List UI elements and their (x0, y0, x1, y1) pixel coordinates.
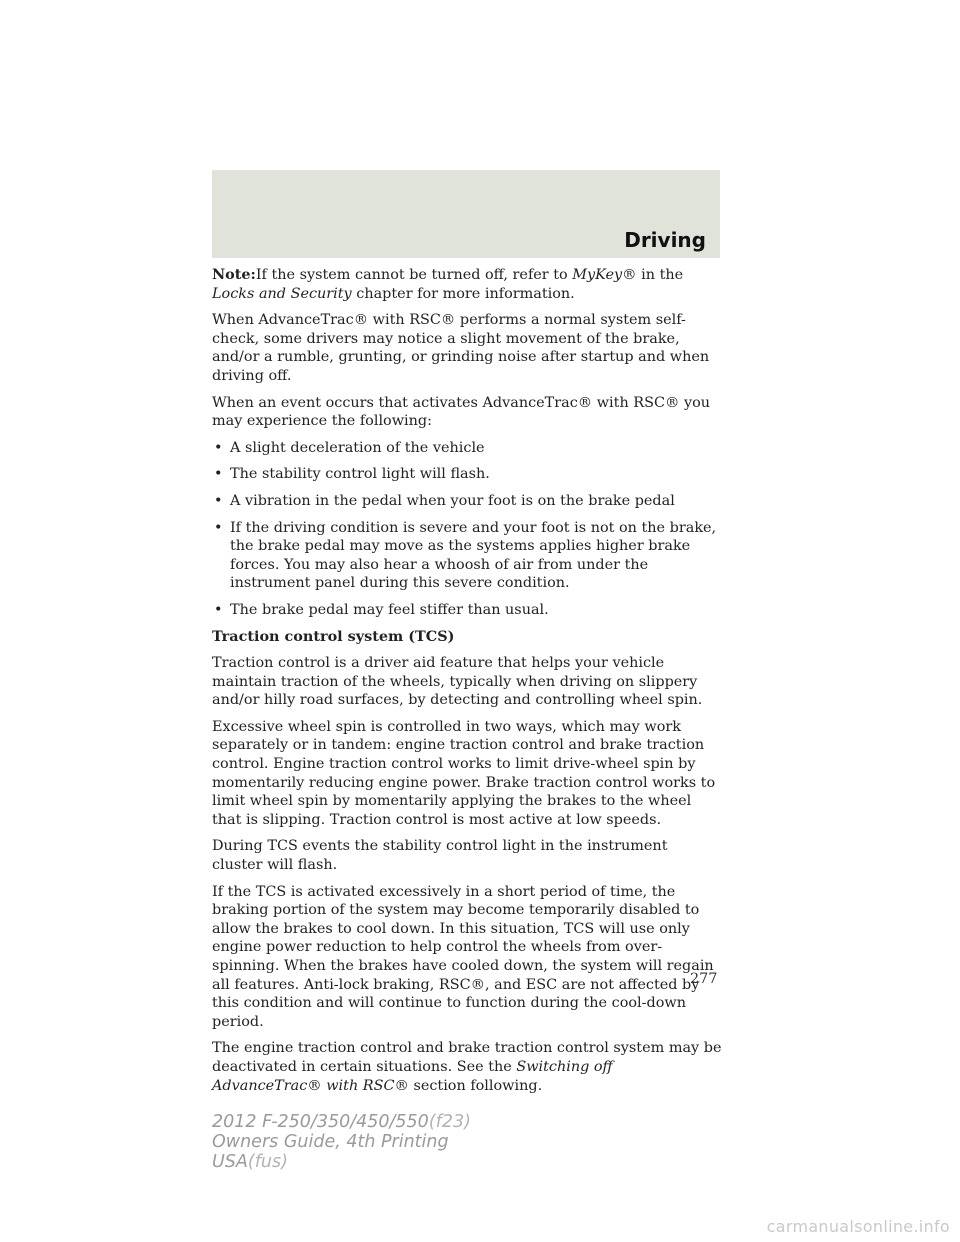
note-label: Note: (212, 266, 256, 283)
footer-line-guide: Owners Guide, 4th Printing (212, 1132, 449, 1152)
self-check-paragraph: When AdvanceTrac® with RSC® performs a normal system self-check, some drivers may notice a slight movement of the brake, and/or a rumble, grunting, or grinding noise after startup and when driving off. (212, 312, 710, 384)
tcs-heading: Traction control system (TCS) (212, 627, 455, 645)
effects-list (212, 439, 722, 620)
deactivation-paragraph: The engine traction control and brake traction control system may be deactivated in certain situations. See the Switching off AdvanceTrac® with RSC® section following. (212, 1040, 722, 1094)
wheel-spin-paragraph: Excessive wheel spin is controlled in two ways, which may work separately or in tandem: engine traction control and brake traction control. Engine traction control works to limit drive-wheel spin by momentarily reducing engine power. Brake traction control works to limit wheel spin by momentarily applying the brakes to the wheel that is slipping. Traction control is most active at low speeds. (212, 718, 716, 828)
list-item: • A vibration in the pedal when your foot is on the brake pedal (212, 492, 722, 511)
locks-security-reference: Locks and Security (212, 285, 352, 302)
footer-imprint (212, 1112, 471, 1172)
footer-line-region: USA(fus) (212, 1152, 288, 1172)
tcs-intro-paragraph: Traction control is a driver aid feature that helps your vehicle maintain traction of the wheels, typically when driving on slippery and/or hilly road surfaces, by detecting and controlling wheel spin. (212, 655, 703, 709)
list-item: • The brake pedal may feel stiffer than usual. (212, 601, 722, 620)
note-paragraph: Note:If the system cannot be turned off, refer to MyKey® in the Locks and Security chapter for more information. (212, 266, 684, 302)
event-paragraph: When an event occurs that activates AdvanceTrac® with RSC® you may experience the following: (212, 394, 711, 430)
section-header-band (212, 170, 720, 258)
tcs-excessive-paragraph: If the TCS is activated excessively in a short period of time, the braking portion of the system may become temporarily disabled to allow the brakes to cool down. In this situation, TCS will use only engine power reduction to help control the wheels from over-spinning. When the brakes have cooled down, the system will regain all features. Anti-lock braking, RSC®, and ESC are not affected by this condition and will continue to function during the cool-down period. (212, 883, 714, 1030)
page-number: 277 (690, 971, 718, 987)
footer-line-model: 2012 F-250/350/450/550(f23) (212, 1112, 471, 1132)
tcs-events-paragraph: During TCS events the stability control light in the instrument cluster will flash. (212, 838, 668, 874)
switching-off-reference: Switching off AdvanceTrac® with RSC® (212, 1058, 613, 1094)
watermark: carmanualsonline.info (766, 1217, 950, 1236)
list-item: • If the driving condition is severe and your foot is not on the brake, the brake pedal may move as the systems applies higher brake forces. You may also hear a whoosh of air from under the instrument panel during this severe condition. (212, 519, 722, 593)
section-title: Driving (624, 228, 706, 252)
list-item: • A slight deceleration of the vehicle (212, 439, 722, 458)
page-content (212, 266, 722, 1103)
list-item: • The stability control light will flash. (212, 465, 722, 484)
mykey-reference: MyKey® (572, 267, 637, 283)
